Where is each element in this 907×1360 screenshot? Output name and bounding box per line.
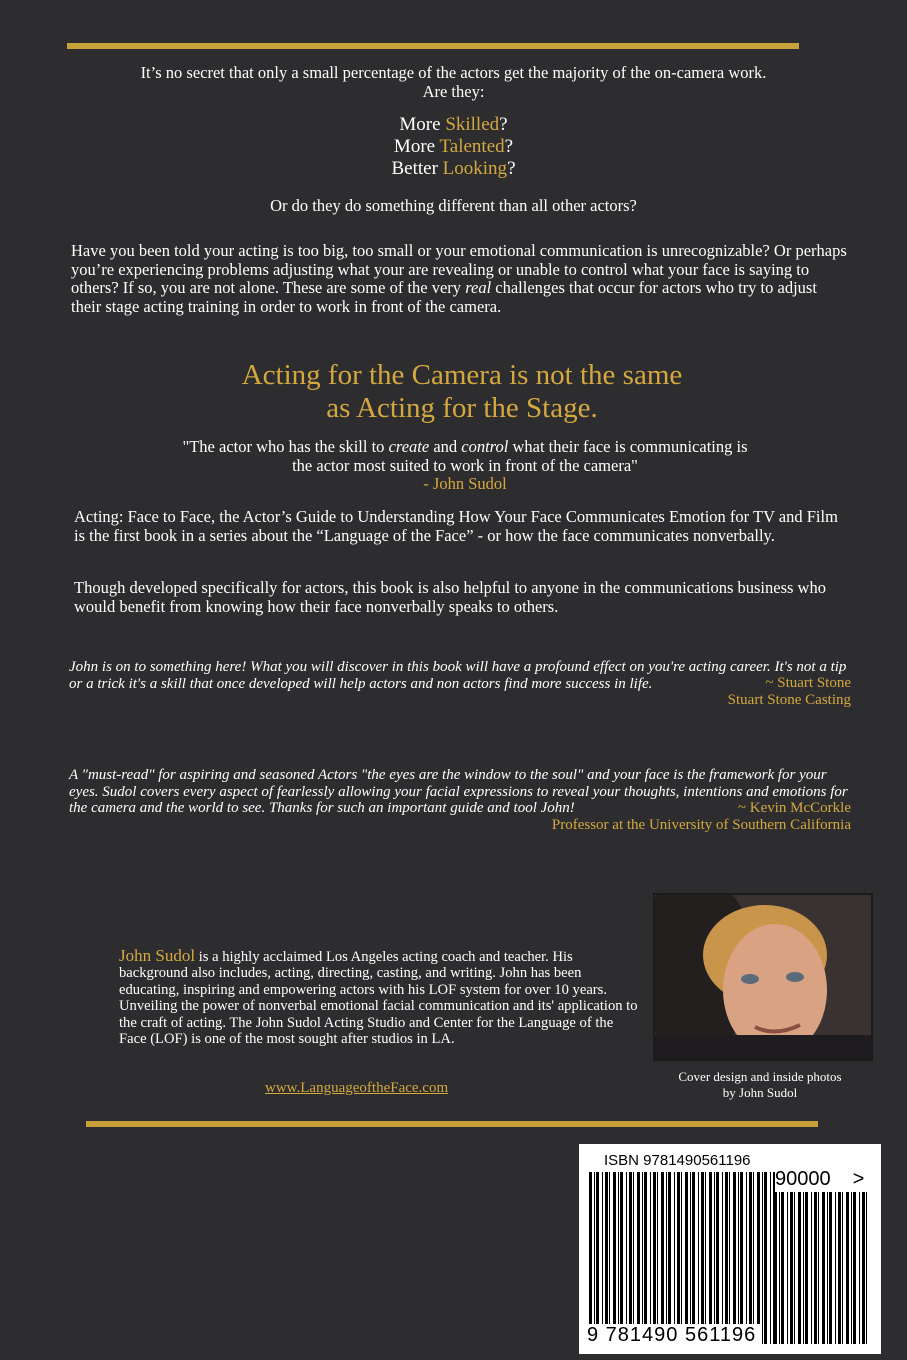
barcode-bar xyxy=(851,1192,852,1344)
intro-line-2: Are they: xyxy=(422,81,485,101)
barcode-bar xyxy=(725,1172,728,1344)
intro-text xyxy=(60,64,847,101)
top-divider xyxy=(67,43,799,49)
price-code: 90000 > xyxy=(775,1168,865,1190)
barcode-bar xyxy=(714,1172,715,1344)
barcode-bar xyxy=(866,1192,867,1344)
main-quote xyxy=(90,438,840,494)
rhetorical-questions xyxy=(300,114,607,180)
barcode-bar xyxy=(781,1192,784,1344)
barcode-bar xyxy=(846,1192,849,1344)
book-description: Acting: Face to Face, the Actor’s Guide to Understanding How Your Face Communicates Emotion for TV and Film is the first book in a series about the “Language of the Face” - or how the face communicates nonverbally. xyxy=(74,507,838,545)
barcode-bar xyxy=(853,1192,856,1344)
barcode-bar xyxy=(692,1172,695,1344)
barcode-bar xyxy=(749,1172,752,1344)
barcode-bar xyxy=(790,1192,793,1344)
barcode-bar xyxy=(762,1172,763,1344)
barcode-bar xyxy=(620,1172,623,1344)
testimonial-1-org: Stuart Stone Casting xyxy=(727,692,851,709)
author-bio: John Sudol is a highly acclaimed Los Angeles acting coach and teacher. His background also includes, acting, directing, casting, and writing. John has been educating, inspiring and empowering actors with his LOF system for over 10 years. Unveiling the power of nonverbal emotional facial communication and its' application to the craft of acting. The John Sudol Acting Studio and Center for the Language of the Face (LOF) is one of the most sought after studios in LA. xyxy=(119,946,638,1048)
barcode-bar xyxy=(779,1192,780,1344)
barcode-bar xyxy=(681,1172,682,1344)
barcode-bar xyxy=(774,1192,777,1344)
headline xyxy=(100,359,824,425)
barcode-bar xyxy=(629,1172,632,1344)
audience-paragraph: Though developed specifically for actors, this book is also helpful to anyone in the communications business who would benefit from knowing how their face nonverbally speaks to others. xyxy=(74,578,826,616)
headline-line-2: as Acting for the Stage. xyxy=(326,392,598,424)
barcode-bar xyxy=(757,1172,760,1344)
barcode-bar xyxy=(698,1172,699,1344)
barcode-bar xyxy=(644,1172,647,1344)
testimonial-2-org: Professor at the University of Southern California xyxy=(551,816,851,833)
barcode-bar xyxy=(674,1172,675,1344)
photo-credit-line-1: Cover design and inside photos xyxy=(678,1069,842,1084)
barcode-bar xyxy=(605,1172,608,1344)
testimonial-stuart-stone xyxy=(69,659,851,709)
photo-credit-line-2: by John Sudol xyxy=(722,1085,798,1100)
barcode-bar xyxy=(794,1192,795,1344)
intro-closing: Or do they do something different than all other actors? xyxy=(270,196,637,215)
intro-line-1: It’s no secret that only a small percentage of the actors get the majority of the on-camera work. xyxy=(140,63,767,82)
barcode-bar xyxy=(722,1172,723,1344)
barcode-bar xyxy=(814,1192,817,1344)
barcode-bar xyxy=(705,1172,706,1344)
barcode-bar xyxy=(829,1192,832,1344)
author-portrait-image xyxy=(655,895,871,1059)
barcode-bar xyxy=(835,1192,836,1344)
barcode-bar xyxy=(690,1172,691,1344)
barcode-bar xyxy=(716,1172,719,1344)
barcode-bar xyxy=(626,1172,627,1344)
barcode-bar xyxy=(685,1172,688,1344)
barcode-bar xyxy=(753,1172,754,1344)
barcode-bar xyxy=(633,1172,634,1344)
photo-credit xyxy=(645,1069,875,1101)
isbn-barcode xyxy=(579,1144,881,1354)
author-photo xyxy=(653,893,873,1061)
barcode-bar xyxy=(589,1172,592,1344)
barcode-bar xyxy=(842,1192,843,1344)
author-name: John Sudol xyxy=(119,946,196,965)
question-skilled: More Skilled? xyxy=(399,114,508,135)
barcode-bar xyxy=(764,1172,767,1344)
barcode-bar xyxy=(594,1172,595,1344)
barcode-bar xyxy=(798,1192,801,1344)
barcode-addon-bars xyxy=(774,1192,869,1344)
testimonial-2-text: A "must-read" for aspiring and seasoned Actors "the eyes are the window to the soul" and your face is the framework for your eyes. Sudol covers every aspect of fearlessly allowing your facial expressions to reveal your thoughts, intentions and emotions for the camera and the world to see. Thanks for such an important guide and tool John! xyxy=(69,767,848,817)
question-looking: Better Looking? xyxy=(391,158,516,179)
barcode-bar xyxy=(653,1172,656,1344)
barcode-bar xyxy=(642,1172,643,1344)
barcode-bar xyxy=(803,1192,804,1344)
testimonial-1-name: ~ Stuart Stone xyxy=(765,675,851,692)
question-talented: More Talented? xyxy=(393,136,514,157)
barcode-bar xyxy=(859,1192,860,1344)
website-link[interactable]: www.LanguageoftheFace.com xyxy=(265,1080,449,1096)
barcode-bar xyxy=(740,1172,743,1344)
barcode-bar xyxy=(818,1192,819,1344)
barcode-bar xyxy=(596,1172,599,1344)
barcode-bar xyxy=(650,1172,651,1344)
barcode-bar xyxy=(729,1172,730,1344)
barcode-digits: 9 781490 561196 xyxy=(583,1324,760,1347)
barcode-bar xyxy=(811,1192,812,1344)
barcode-bar xyxy=(609,1172,610,1344)
barcode-bar xyxy=(657,1172,658,1344)
barcode-bar xyxy=(602,1172,603,1344)
barcode-bar xyxy=(666,1172,667,1344)
barcode-bar xyxy=(618,1172,619,1344)
barcode-bar xyxy=(733,1172,736,1344)
testimonial-2-name: ~ Kevin McCorkle xyxy=(737,799,851,816)
main-quote-attribution: - John Sudol xyxy=(423,474,507,493)
headline-line-1: Acting for the Camera is not the same xyxy=(241,359,683,391)
barcode-bar xyxy=(709,1172,712,1344)
barcode-bar xyxy=(838,1192,841,1344)
barcode-bar xyxy=(770,1172,771,1344)
testimonial-1-text: John is on to something here! What you will discover in this book will have a profound effect on you're acting career. It's not a tip or a trick it's a skill that once developed will help actors and non actors find more success in life. xyxy=(69,659,847,692)
barcode-bar xyxy=(637,1172,640,1344)
main-quote-line-1: "The actor who has the skill to create and control what their face is communicating is xyxy=(182,437,748,456)
barcode-main-bars xyxy=(589,1172,775,1344)
barcode-bar xyxy=(805,1192,808,1344)
barcode-bar xyxy=(677,1172,680,1344)
bottom-divider xyxy=(86,1121,818,1127)
barcode-bar xyxy=(862,1192,865,1344)
barcode-bar xyxy=(738,1172,739,1344)
barcode-bar xyxy=(668,1172,671,1344)
barcode-bar xyxy=(822,1192,825,1344)
barcode-bar xyxy=(827,1192,828,1344)
barcode-bar xyxy=(746,1172,747,1344)
barcode-bar xyxy=(787,1192,788,1344)
barcode-bar xyxy=(661,1172,664,1344)
challenges-paragraph: Have you been told your acting is too big, too small or your emotional communication is unrecognizable? Or perhaps you’re experiencing problems adjusting what your are revealing or unable to control what your face is saying to others? If so, you are not alone. These are some of the very real challenges that occur for actors who try to adjust their stage acting training in order to work in front of the camera. xyxy=(71,241,847,316)
barcode-bar xyxy=(613,1172,616,1344)
main-quote-line-2: the actor most suited to work in front of the camera" xyxy=(292,455,638,475)
barcode-bar xyxy=(701,1172,704,1344)
isbn-label: ISBN 9781490561196 xyxy=(604,1152,751,1169)
testimonial-kevin-mccorkle xyxy=(69,767,851,834)
